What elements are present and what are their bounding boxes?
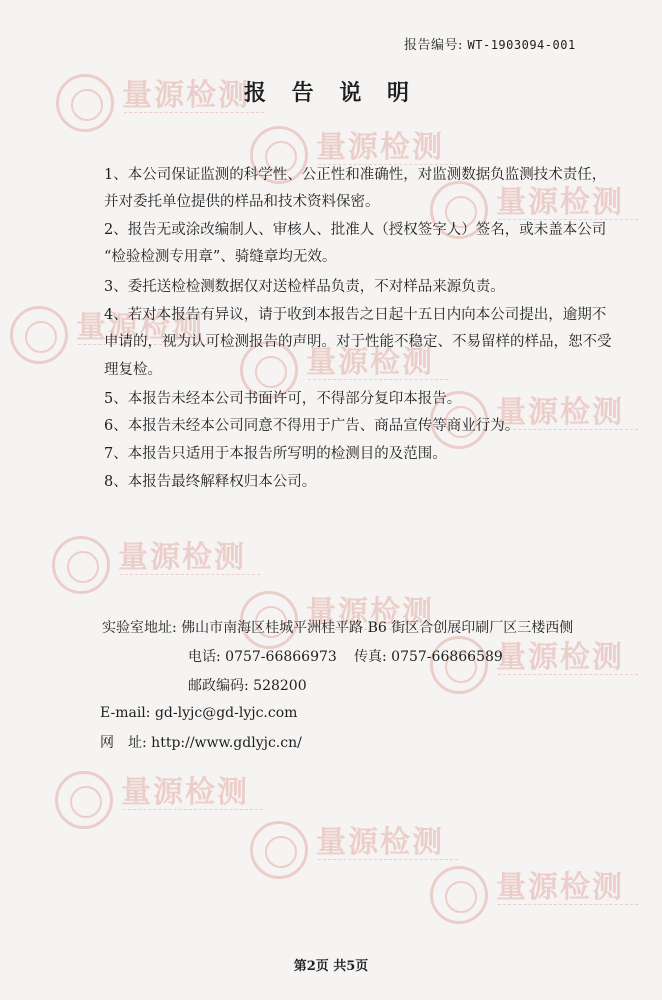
page-number: 第2页 共5页 [293,959,369,974]
report-number [404,34,576,53]
term-line: 2、报告无或涂改编制人、审核人、批准人（授权签字人）签名，或未盖本公司 [104,222,607,238]
report-number-value: WT-1903094-001 [467,38,576,52]
term-line: 4、若对本报告有异议，请于收到本报告之日起十五日内向本公司提出，逾期不 [104,307,607,323]
watermark-text: 量源检测 [76,310,204,345]
fax-value: 0757-66866589 [391,649,503,665]
postcode [188,675,307,695]
website-label: 网 址: [100,735,147,751]
term-line: 7、本报告只适用于本报告所写明的检测目的及范围。 [104,446,447,462]
watermark-text: 量源检测 [496,395,624,430]
watermark-text: 量源检测 [496,185,624,220]
term-line: “检验检测专用章”、骑缝章均无效。 [104,249,337,265]
lab-address [102,617,573,637]
term-line: 并对委托单位提供的样品和技术资料保密。 [104,194,380,210]
page-title: 报 告 说 明 [244,80,418,106]
watermark-text: 量源检测 [118,540,246,575]
phone [188,646,337,666]
watermark-logo [52,530,272,600]
email [100,705,297,721]
watermark-text: 量源检测 [316,130,444,165]
email-label: E-mail: [100,705,151,721]
postcode-label: 邮政编码: [188,678,249,694]
watermark-text: 量源检测 [316,825,444,860]
watermark-text: 量源检测 [306,595,434,630]
seal-icon [52,536,110,594]
term-line: 申请的，视为认可检测报告的声明。对于性能不稳定、不易留样的样品，恕不受 [104,334,612,350]
website-value: http://www.gdlyjc.cn/ [151,735,302,751]
term-line: 1、本公司保证监测的科学性、公正性和准确性，对监测数据负监测技术责任， [104,167,607,183]
term-line: 5、本报告未经本公司书面许可，不得部分复印本报告。 [104,391,462,407]
watermark-logo [55,765,275,835]
seal-icon [10,306,68,364]
lab-address-value: 佛山市南海区桂城平洲桂平路 B6 街区合创展印刷厂区三楼西侧 [181,620,574,636]
report-number-label: 报告编号: [404,38,463,53]
term-line: 理复检。 [104,362,162,378]
watermark-text: 量源检测 [496,870,624,905]
term-line: 8、本报告最终解释权归本公司。 [104,474,317,490]
email-value: gd-lyjc@gd-lyjc.com [154,705,298,721]
watermark-text: 量源检测 [121,775,249,810]
seal-icon [430,866,488,924]
term-line: 3、委托送检检测数据仅对送检样品负责，不对样品来源负责。 [104,279,505,295]
term-line: 6、本报告未经本公司同意不得用于广告、商品宣传等商业行为。 [104,418,520,434]
watermark-text: 量源检测 [122,78,250,113]
watermark-logo [430,860,650,930]
lab-address-label: 实验室地址: [102,620,177,636]
watermark-text: 量源检测 [306,345,434,380]
phone-value: 0757-66866973 [225,649,337,665]
fax [354,646,503,666]
postcode-value: 528200 [253,678,307,694]
seal-icon [55,771,113,829]
website [100,732,302,752]
watermark-text: 量源检测 [496,640,624,675]
fax-label: 传真: [354,649,387,665]
seal-icon [250,821,308,879]
phone-label: 电话: [188,649,221,665]
